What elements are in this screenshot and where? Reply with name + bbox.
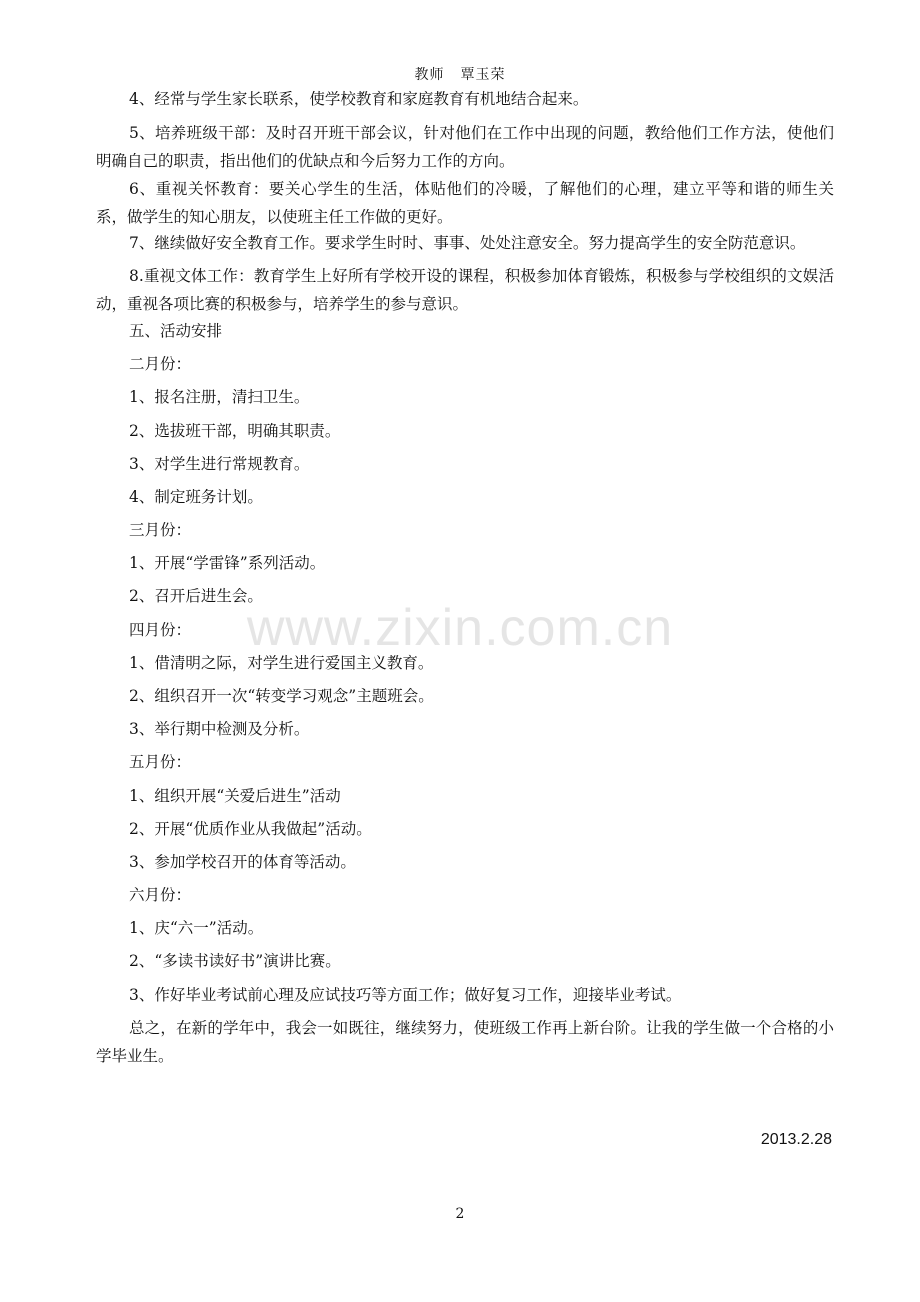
list-item: 2、召开后进生会。 <box>129 587 263 605</box>
month-label-feb: 二月份： <box>129 355 192 373</box>
paragraph-7: 7、继续做好安全教育工作。要求学生时时、事事、处处注意安全。努力提高学生的安全防范意识。 <box>129 234 806 252</box>
list-item: 3、对学生进行常规教育。 <box>129 455 310 473</box>
month-label-jun: 六月份： <box>129 886 192 904</box>
paragraph-8: 8.重视文体工作：教育学生上好所有学校开设的课程，积极参加体育锻炼，积极参与学校组织的文娱活动，重视各项比赛的积极参与，培养学生的参与意识。 <box>96 267 834 313</box>
list-item: 3、作好毕业考试前心理及应试技巧等方面工作；做好复习工作，迎接毕业考试。 <box>129 986 682 1004</box>
list-item: 3、参加学校召开的体育等活动。 <box>129 853 356 871</box>
list-item: 1、借清明之际，对学生进行爱国主义教育。 <box>129 654 434 672</box>
list-item: 2、开展“优质作业从我做起”活动。 <box>129 820 372 838</box>
month-label-may: 五月份： <box>129 753 192 771</box>
paragraph-5: 5、培养班级干部：及时召开班干部会议，针对他们在工作中出现的问题，教给他们工作方法，使他们明确自己的职责，指出他们的优缺点和今后努力工作的方向。 <box>96 124 834 170</box>
document-date: 2013.2.28 <box>760 1131 832 1148</box>
month-label-apr: 四月份： <box>129 621 192 639</box>
page-number: 2 <box>455 1206 465 1222</box>
list-item: 2、“多读书读好书”演讲比赛。 <box>129 952 341 970</box>
list-item: 1、组织开展“关爱后进生”活动 <box>129 787 341 805</box>
header-name: 覃玉荣 <box>460 67 506 83</box>
section-title: 五、活动安排 <box>129 322 223 340</box>
paragraph-6: 6、重视关怀教育：要关心学生的生活，体贴他们的冷暖，了解他们的心理，建立平等和谐的师生关系，做学生的知心朋友，以使班主任工作做的更好。 <box>96 180 834 226</box>
list-item: 1、开展“学雷锋”系列活动。 <box>129 554 326 572</box>
list-item: 3、举行期中检测及分析。 <box>129 720 310 738</box>
conclusion-paragraph: 总之，在新的学年中，我会一如既往，继续努力，使班级工作再上新台阶。让我的学生做一个合格的小学毕业生。 <box>96 1019 834 1065</box>
page-header <box>0 64 920 84</box>
list-item: 4、制定班务计划。 <box>129 488 263 506</box>
month-label-mar: 三月份： <box>129 521 192 539</box>
list-item: 2、组织召开一次“转变学习观念”主题班会。 <box>129 687 434 705</box>
list-item: 1、庆“六一”活动。 <box>129 919 264 937</box>
paragraph-4: 4、经常与学生家长联系，使学校教育和家庭教育有机地结合起来。 <box>129 90 589 108</box>
header-role: 教师 <box>414 67 445 83</box>
watermark: www.zixin.com.cn <box>246 599 674 657</box>
list-item: 1、报名注册，清扫卫生。 <box>129 388 310 406</box>
list-item: 2、选拔班干部，明确其职责。 <box>129 422 341 440</box>
